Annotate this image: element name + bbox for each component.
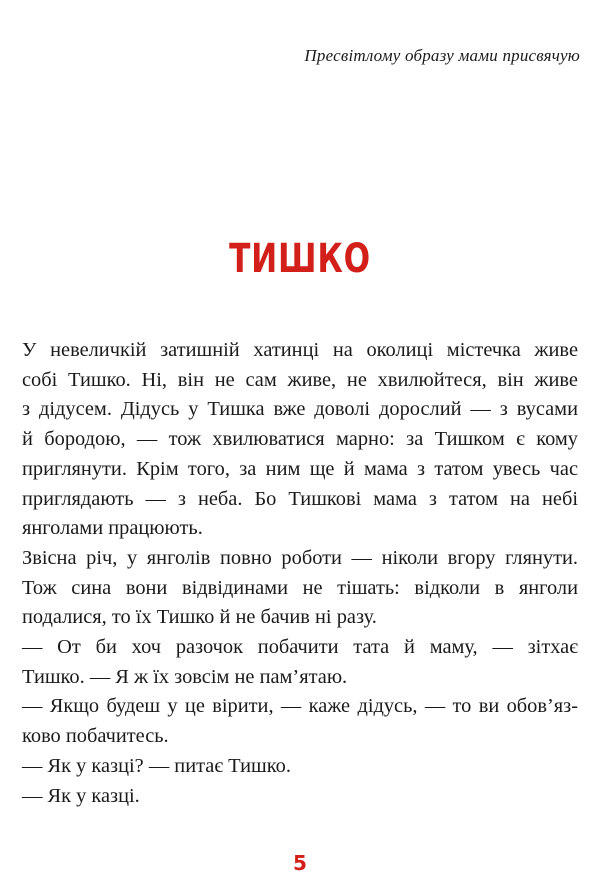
text-line: приглянути. Крім того, за ним ще й мама з татом увесь час [22, 457, 578, 480]
text-line: приглядають — з неба. Бо Тишкові мама з татом на небі [22, 487, 578, 510]
text-line: — Як у казці. [22, 784, 140, 807]
chapter-title: ТИШКО [229, 236, 371, 282]
paragraph-6 [22, 782, 578, 812]
dedication: Пресвітлому образу мами присвячую [304, 46, 580, 65]
text-line: й бородою, — тож хвилюватися марно: за Тишком є кому [22, 428, 578, 451]
text-line: ково побачитесь. [22, 725, 169, 748]
paragraph-4 [22, 692, 578, 751]
story-text [22, 336, 578, 811]
text-line: подалися, то їх Тишко й не бачив ні разу. [22, 606, 377, 629]
paragraph-3 [22, 633, 578, 692]
text-line: Звісна річ, у янголів повно роботи — ніколи вгору глянути. [22, 546, 578, 569]
paragraph-1 [22, 336, 578, 544]
text-line: з дідусем. Дідусь у Тишка вже доволі дорослий — з вусами [22, 398, 578, 421]
paragraph-5 [22, 752, 578, 782]
paragraph-2 [22, 544, 578, 633]
text-line: Тишко. — Я ж їх зовсім не пам’ятаю. [22, 665, 348, 688]
text-line: янголами працюють. [22, 517, 203, 540]
page-number: 5 [293, 851, 307, 875]
text-line: Тож сина вони відвідинами не тішать: відколи в янголи [22, 576, 578, 599]
text-line: собі Тишко. Ні, він не сам живе, не хвилюйтеся, він живе [22, 368, 578, 391]
text-line: — Якщо будеш у це вірити, — каже дідусь, — то ви обов’яз- [22, 695, 578, 718]
text-line: — Як у казці? — питає Тишко. [22, 754, 291, 777]
text-line: У невеличкій затишній хатинці на околиці містечка живе [22, 339, 578, 361]
text-line: — От би хоч разочок побачити тата й маму, — зітхає [22, 636, 578, 659]
